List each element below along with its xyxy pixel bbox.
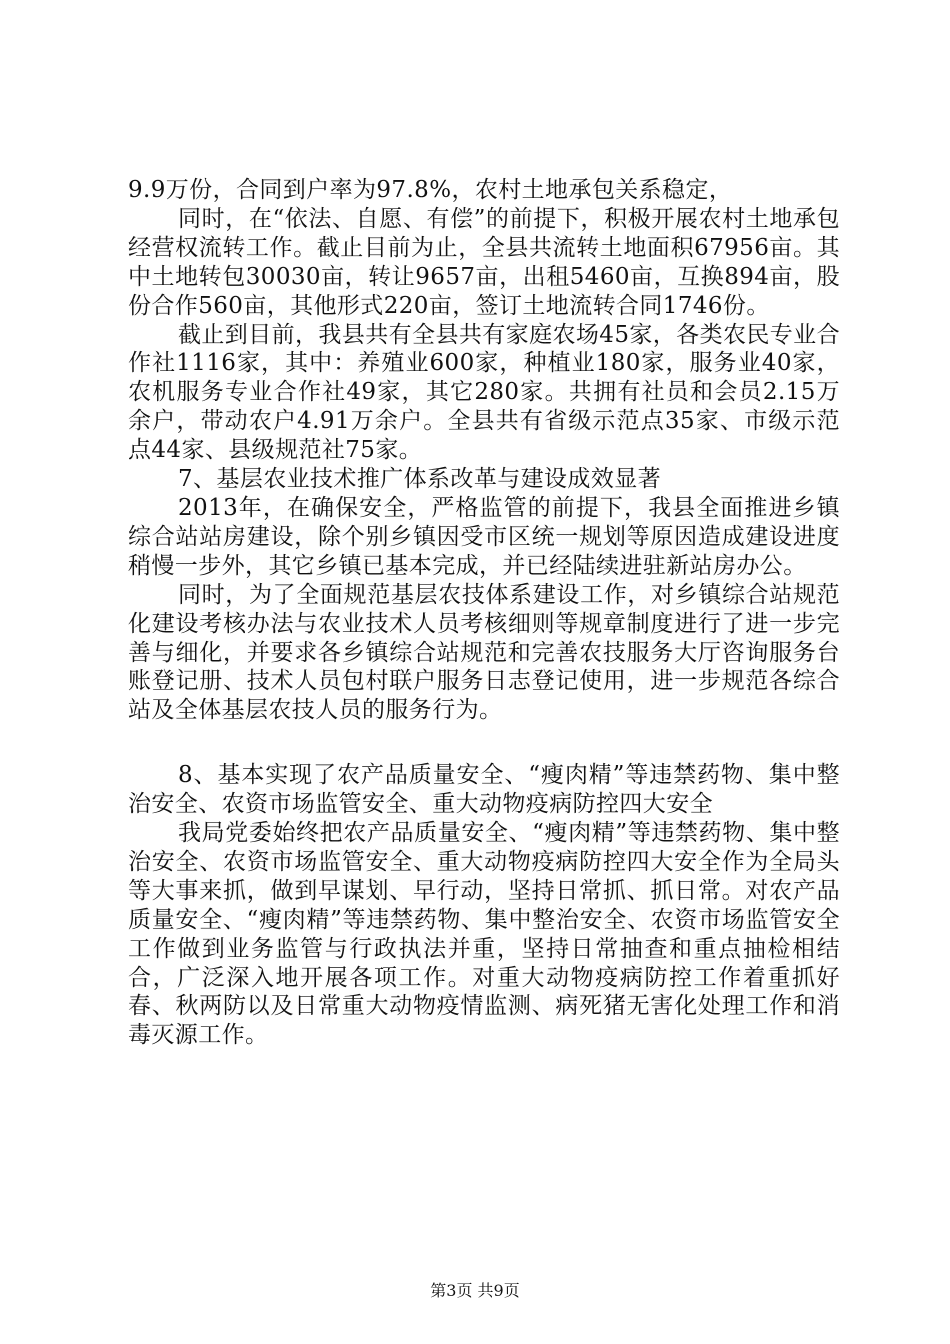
paragraph-standardization: 同时，为了全面规范基层农技体系建设工作，对乡镇综合站规范化建设考核办法与农业技术人员考核细则等规章制度进行了进一步完善与细化，并要求各乡镇综合站规范和完善农技服务大厅咨询服务台账登记册、技术人员包村联户服务日志登记使用，进一步规范各综合站及全体基层农技人员的服务行为。 — [128, 581, 840, 724]
document-body — [128, 176, 840, 1050]
section-heading-8: 8、基本实现了农产品质量安全、“瘦肉精”等违禁药物、集中整治安全、农资市场监管安全、重大动物疫病防控四大安全 — [128, 762, 840, 818]
paragraph-continuation: 9.9万份，合同到户率为97.8%，农村土地承包关系稳定， — [128, 177, 733, 203]
paragraph-cooperatives: 截止到目前，我县共有全县共有家庭农场45家，各类农民专业合作社1116家，其中：养殖业600家，种植业180家，服务业40家，农机服务专业合作社49家，其它280家。共拥有社员和会员2.15万余户，带动农户4.91万余户。全县共有省级示范点35家、市级示范点44家、县级规范社75家。 — [128, 321, 840, 464]
paragraph-station-construction: 2013年，在确保安全，严格监管的前提下，我县全面推进乡镇综合站站房建设，除个别乡镇因受市区统一规划等原因造成建设进度稍慢一步外，其它乡镇已基本完成，并已经陆续进驻新站房办公。 — [128, 494, 840, 579]
paragraph-safety-work: 我局党委始终把农产品质量安全、“瘦肉精”等违禁药物、集中整治安全、农资市场监管安全、重大动物疫病防控四大安全作为全局头等大事来抓，做到早谋划、早行动，坚持日常抓、抓日常。对农产品质量安全、“瘦肉精”等违禁药物、集中整治安全、农资市场监管安全工作做到业务监管与行政执法并重，坚持日常抽查和重点抽检相结合，广泛深入地开展各项工作。对重大动物疫病防控工作着重抓好春、秋两防以及日常重大动物疫情监测、病死猪无害化处理工作和消毒灭源工作。 — [128, 820, 840, 1049]
page-footer: 第3页 共9页 — [430, 1281, 520, 1300]
section-heading-7: 7、基层农业技术推广体系改革与建设成效显著 — [178, 466, 662, 493]
paragraph-land-transfer: 同时，在“依法、自愿、有偿”的前提下，积极开展农村土地承包经营权流转工作。截止目前为止，全县共流转土地面积67956亩。其中土地转包30030亩，转让9657亩，出租5460亩，互换894亩，股份合作560亩，其他形式220亩，签订土地流转合同1746份。 — [128, 205, 840, 319]
